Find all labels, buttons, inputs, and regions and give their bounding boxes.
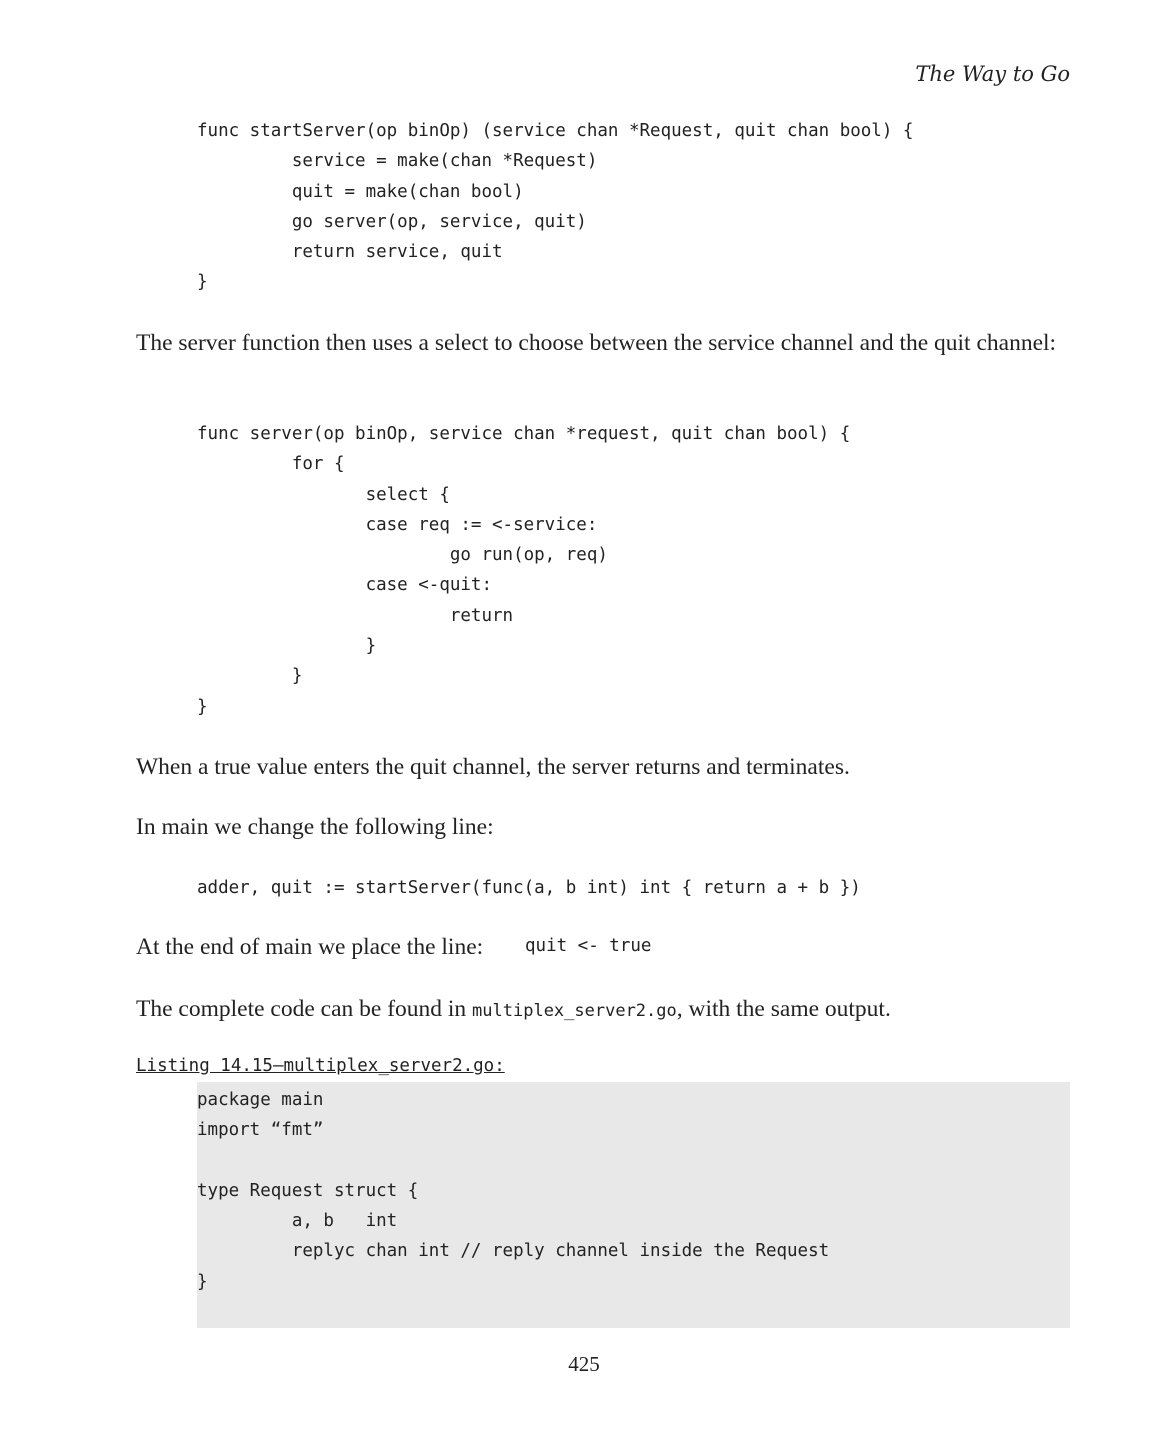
paragraph-select-intro: The server function then uses a select to choose between the service channel and the quit channel: xyxy=(136,330,1057,356)
listing-code: package main import “fmt” type Request struct { a, b int replyc chan int // reply channel inside the Request } xyxy=(197,1090,830,1292)
running-header: The Way to Go xyxy=(915,62,1070,86)
inline-code-quit-true: quit <- true xyxy=(525,936,652,956)
filename-inline-code: multiplex_server2.go xyxy=(472,1001,677,1021)
listing-title: Listing 14.15—multiplex_server2.go: xyxy=(136,1056,505,1076)
code-block-server-func: func server(op binOp, service chan *request, quit chan bool) { for { select { case req := <-service: go run(op, req) case <-quit: return } } } xyxy=(197,424,851,717)
paragraph-quit-note: When a true value enters the quit channel, the server returns and terminates. xyxy=(136,754,850,780)
paragraph-complete-code xyxy=(136,994,1070,1026)
code-line-adder: adder, quit := startServer(func(a, b int) int { return a + b }) xyxy=(197,878,861,898)
complete-text-after: , with the same output. xyxy=(676,996,891,1022)
page-number: 425 xyxy=(568,1352,600,1376)
paragraph-end-of-main: At the end of main we place the line: xyxy=(136,934,484,960)
paragraph-main-change: In main we change the following line: xyxy=(136,814,494,840)
complete-text-before: The complete code can be found in xyxy=(136,996,473,1022)
code-block-start-server: func startServer(op binOp) (service chan *Request, quit chan bool) { service = make(chan *Request) quit = make(chan bool) go server(op, service, quit) return service, quit } xyxy=(197,121,914,293)
